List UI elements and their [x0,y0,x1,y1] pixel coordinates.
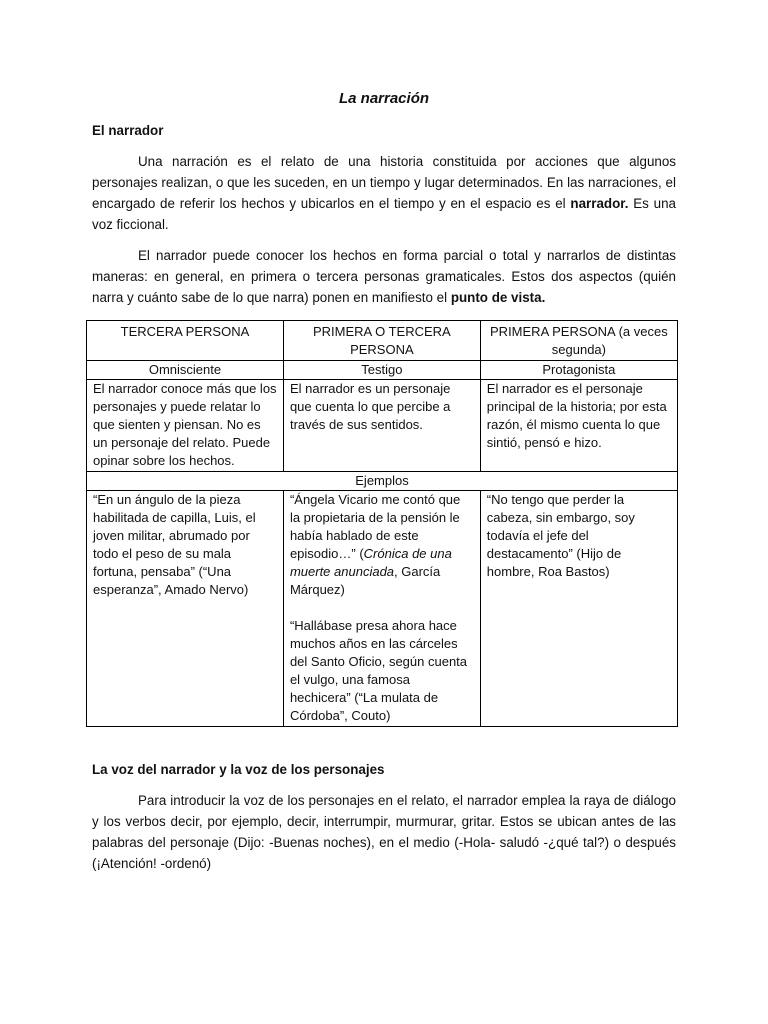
header-primera-persona: PRIMERA PERSONA (a veces segunda) [480,321,677,361]
paragraph-definition [92,151,676,235]
example-testigo-1 [290,491,474,599]
example-protagonista: “No tengo que perder la cabeza, sin embargo, soy todavía el jefe del destacamento” (Hijo de hombre, Roa Bastos) [480,491,677,727]
examples-label: Ejemplos [87,472,678,491]
bold-term-narrador: narrador. [570,196,629,211]
narrator-types-table [86,320,678,727]
section-heading-voz: La voz del narrador y la voz de los personajes [92,762,385,777]
description-omnisciente: El narrador conoce más que los personajes y puede relatar lo que sienten y piensan. No es un personaje del relato. Puede opinar sobre los hechos. [87,380,284,472]
example-omnisciente: “En un ángulo de la pieza habilitada de capilla, Luis, el joven militar, abrumado por todo el peso de su mala fortuna, pensaba” (“Una esperanza”, Amado Nervo) [87,491,284,727]
section-heading-narrador: El narrador [92,123,164,138]
paragraph-text: Es una voz ficcional. [92,196,676,232]
subheader-omnisciente: Omnisciente [87,361,284,380]
paragraph-text: Una narración es el relato de una historia constituida por acciones que algunos personajes realizan, o que les suceden, en un tiempo y lugar determinados. En las narraciones, el encargado de referir los hechos y ubicarlos en el tiempo y en el espacio es el [92,154,676,211]
example-testigo-cell [283,491,480,727]
page-title: La narración [338,90,430,107]
table-examples-label-row [87,472,678,491]
bold-term-punto-de-vista: punto de vista. [450,290,546,305]
example-text: , García Márquez) [289,564,441,597]
paragraph-text: El narrador puede conocer los hechos en forma parcial o total y narrarlos de distintas maneras: en general, en primera o tercera personas gramaticales. Estos dos aspectos (quién narra y cuánto sabe de lo que narra) ponen en manifiesto el [92,248,676,305]
description-protagonista: El narrador es el personaje principal de la historia; por esta razón, él mismo cuenta lo que sintió, pensó e hizo. [480,380,677,472]
paragraph-point-of-view [92,245,676,308]
example-testigo-2: “Hallábase presa ahora hace muchos años en las cárceles del Santo Oficio, según cuenta el vulgo, una famosa hechicera” (“La mulata de Córdoba”, Couto) [289,618,468,723]
table-description-row [87,380,678,472]
table-subheader-row [87,361,678,380]
header-tercera-persona: TERCERA PERSONA [87,321,284,361]
subheader-testigo: Testigo [283,361,480,380]
header-primera-o-tercera: PRIMERA O TERCERA PERSONA [283,321,480,361]
paragraph-dialogue: Para introducir la voz de los personajes en el relato, el narrador emplea la raya de diálogo y los verbos decir, por ejemplo, decir, interrumpir, murmurar, gritar. Estos se ubican antes de las palabras del personaje (Dijo: -Buenas noches), en el medio (-Hola- saludó -¿qué tal?) o después (¡Atención! -ordenó) [92,793,676,871]
table-examples-row [87,491,678,727]
document-page [92,88,676,874]
subheader-protagonista: Protagonista [480,361,677,380]
description-testigo: El narrador es un personaje que cuenta lo que percibe a través de sus sentidos. [283,380,480,472]
spacer [290,599,474,617]
table-header-row [87,321,678,361]
example-text: “Ángela Vicario me contó que la propietaria de la pensión le había hablado de este episodio…” ( [289,492,461,561]
book-title-italic: Crónica de una muerte anunciada [289,546,452,579]
